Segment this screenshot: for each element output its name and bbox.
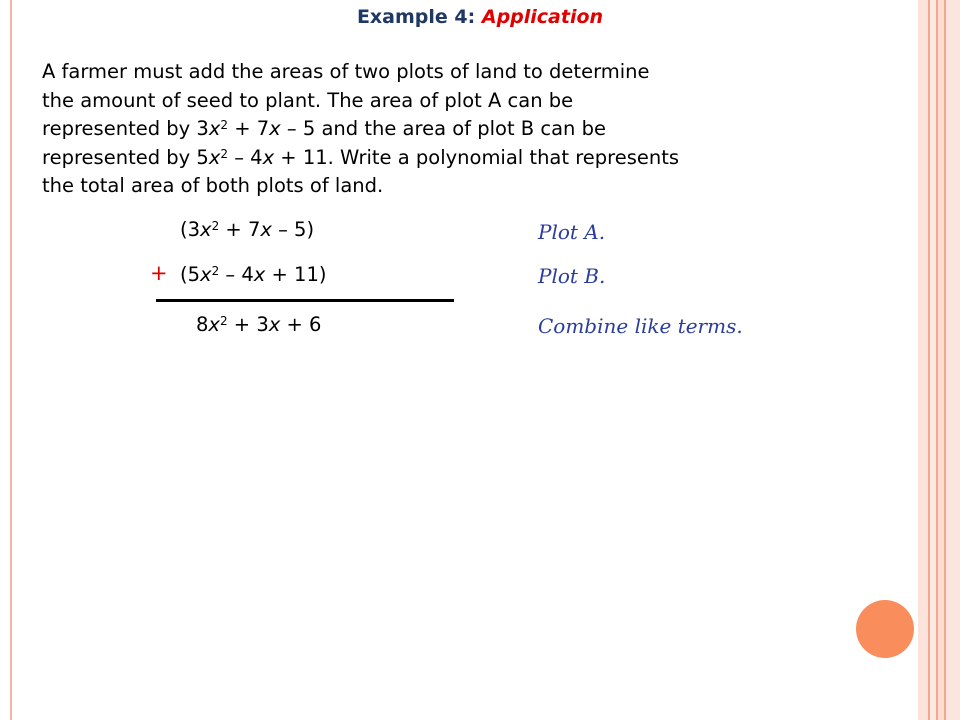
right-border-stripe [946, 0, 960, 720]
note-plot-a: Plot A. [538, 220, 606, 244]
note-plot-b: Plot B. [538, 264, 606, 288]
plus-operator: + [150, 261, 168, 285]
note-combine: Combine like terms. [538, 314, 743, 338]
left-border-rule [10, 0, 12, 720]
problem-line: represented by $5x^2 - 4x + 11$. Write a polynomial that represents [42, 145, 680, 169]
sum-rule-line [156, 299, 454, 302]
problem-line: the amount of seed to plant. The area of plot A can be [42, 88, 574, 112]
title-emphasis: Application [481, 6, 604, 28]
title-prefix: Example 4: [356, 6, 476, 28]
decorative-circle [856, 600, 914, 658]
plot-a-polynomial: $(3x^2 + 7x - 5)$ [180, 218, 315, 241]
problem-text [42, 58, 862, 201]
result-polynomial: $8x^2 + 3x + 6$ [196, 313, 322, 336]
right-border-stripe [918, 0, 928, 720]
problem-line: represented by $3x^2 + 7x - 5$ and the area of plot B can be [42, 117, 606, 140]
plot-b-polynomial: $(5x^2 - 4x + 11)$ [180, 263, 327, 286]
slide-title [0, 6, 960, 28]
problem-line: the total area of both plots of land. [42, 174, 384, 197]
problem-line: A farmer must add the areas of two plots of land to determine [42, 60, 650, 83]
